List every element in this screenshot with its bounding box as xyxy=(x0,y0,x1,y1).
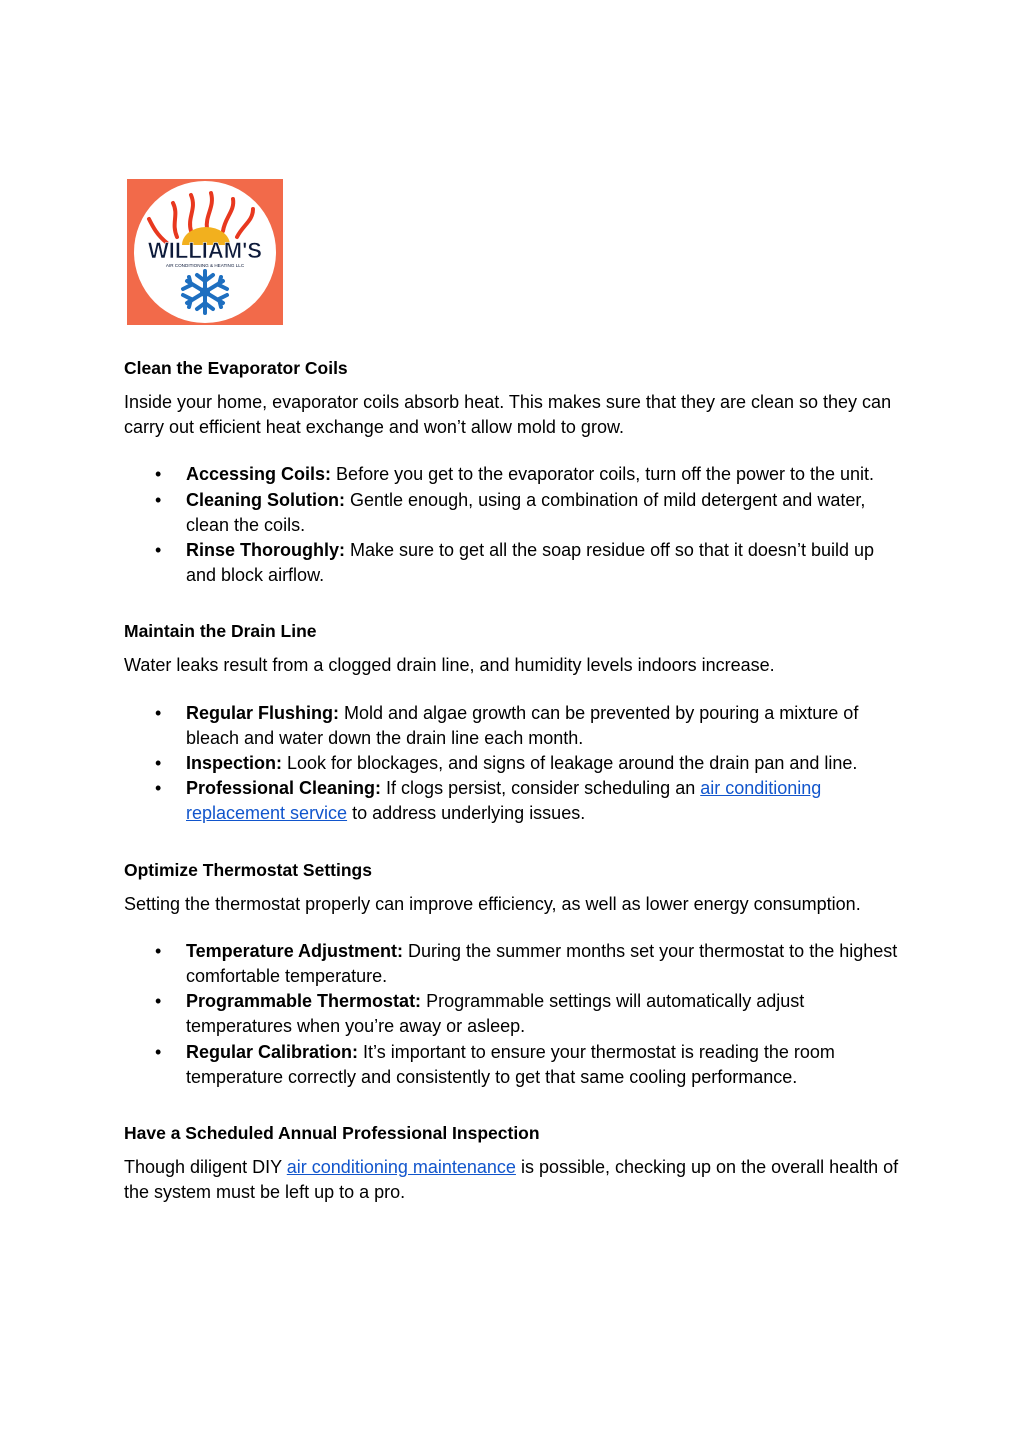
list-item-label: Programmable Thermostat: xyxy=(186,991,422,1012)
list-item xyxy=(124,538,904,588)
list-item-text: to address underlying issues. xyxy=(347,803,586,824)
list-item-text: Programmable settings will automatically adjust temperatures when you’re away or asleep. xyxy=(186,991,805,1037)
bullet-list xyxy=(124,939,904,1090)
list-item-label: Inspection: xyxy=(186,753,283,774)
bullet-icon: • xyxy=(155,702,162,723)
section-paragraph xyxy=(124,1155,904,1205)
list-item-text: During the summer months set your thermostat to the highest comfortable temperature. xyxy=(186,940,898,987)
list-item xyxy=(124,462,904,487)
bullet-icon: • xyxy=(155,778,162,799)
bullet-list xyxy=(124,462,904,588)
section-heading-drain-line: Maintain the Drain Line xyxy=(124,621,317,642)
list-item-text: Look for blockages, and signs of leakage around the drain pan and line. xyxy=(282,753,858,774)
section-heading-evaporator-coils: Clean the Evaporator Coils xyxy=(124,358,348,378)
logo-graphic xyxy=(127,179,283,325)
bullet-icon: • xyxy=(155,753,162,774)
list-item xyxy=(124,701,904,751)
paragraph-text: Though diligent DIY xyxy=(124,1157,287,1178)
company-logo xyxy=(127,179,283,325)
bullet-icon: • xyxy=(155,940,162,961)
list-item xyxy=(124,751,904,776)
list-item xyxy=(124,989,904,1039)
bullet-icon: • xyxy=(155,1041,162,1062)
list-item-label: Temperature Adjustment: xyxy=(186,940,404,961)
section-heading-thermostat: Optimize Thermostat Settings xyxy=(124,859,372,880)
list-item-label: Regular Calibration: xyxy=(186,1041,359,1062)
maintenance-link[interactable]: air conditioning maintenance xyxy=(286,1157,516,1178)
section-paragraph: Inside your home, evaporator coils absorb heat. This makes sure that they are clean so they can carry out efficient heat exchange and won’t allow mold to grow. xyxy=(124,392,892,438)
list-item-text: Before you get to the evaporator coils, turn off the power to the unit. xyxy=(331,464,875,485)
list-item xyxy=(124,776,904,826)
logo-brand-text: WILLIAM'S xyxy=(148,238,262,263)
paragraph-text: is possible, checking up on the overall health of the system must be left up to a pro. xyxy=(124,1157,899,1203)
list-item-label: Professional Cleaning: xyxy=(186,778,382,799)
replacement-service-link[interactable]: air conditioning replacement service xyxy=(186,778,822,824)
list-item-text: Make sure to get all the soap residue off so that it doesn’t build up and block airflow. xyxy=(186,540,874,586)
list-item-text: Mold and algae growth can be prevented by pouring a mixture of bleach and water down the drain line each month. xyxy=(186,702,859,748)
list-item-label: Accessing Coils: xyxy=(186,464,332,485)
article-body xyxy=(124,356,904,1205)
list-item-label: Rinse Thoroughly: xyxy=(186,540,345,561)
list-item-text: If clogs persist, consider scheduling an xyxy=(381,778,701,799)
list-item-label: Regular Flushing: xyxy=(186,702,339,723)
bullet-icon: • xyxy=(155,540,162,561)
list-item-text: It’s important to ensure your thermostat is reading the room temperature correctly and consistently to get that same cooling performance. xyxy=(186,1041,835,1087)
list-item xyxy=(124,1040,904,1090)
list-item xyxy=(124,939,904,989)
section-paragraph: Setting the thermostat properly can improve efficiency, as well as lower energy consumption. xyxy=(124,893,861,914)
section-heading-annual-inspection: Have a Scheduled Annual Professional Inspection xyxy=(124,1123,540,1144)
bullet-icon: • xyxy=(155,991,162,1012)
bullet-icon: • xyxy=(155,489,162,510)
logo-tagline-text: AIR CONDITIONING & HEATING LLC xyxy=(165,263,245,268)
bullet-icon: • xyxy=(155,464,162,485)
list-item-label: Cleaning Solution: xyxy=(186,489,345,510)
section-paragraph: Water leaks result from a clogged drain line, and humidity levels indoors increase. xyxy=(124,655,775,676)
list-item-text: Gentle enough, using a combination of mild detergent and water, clean the coils. xyxy=(186,489,866,535)
bullet-list xyxy=(124,701,904,827)
list-item xyxy=(124,488,904,538)
